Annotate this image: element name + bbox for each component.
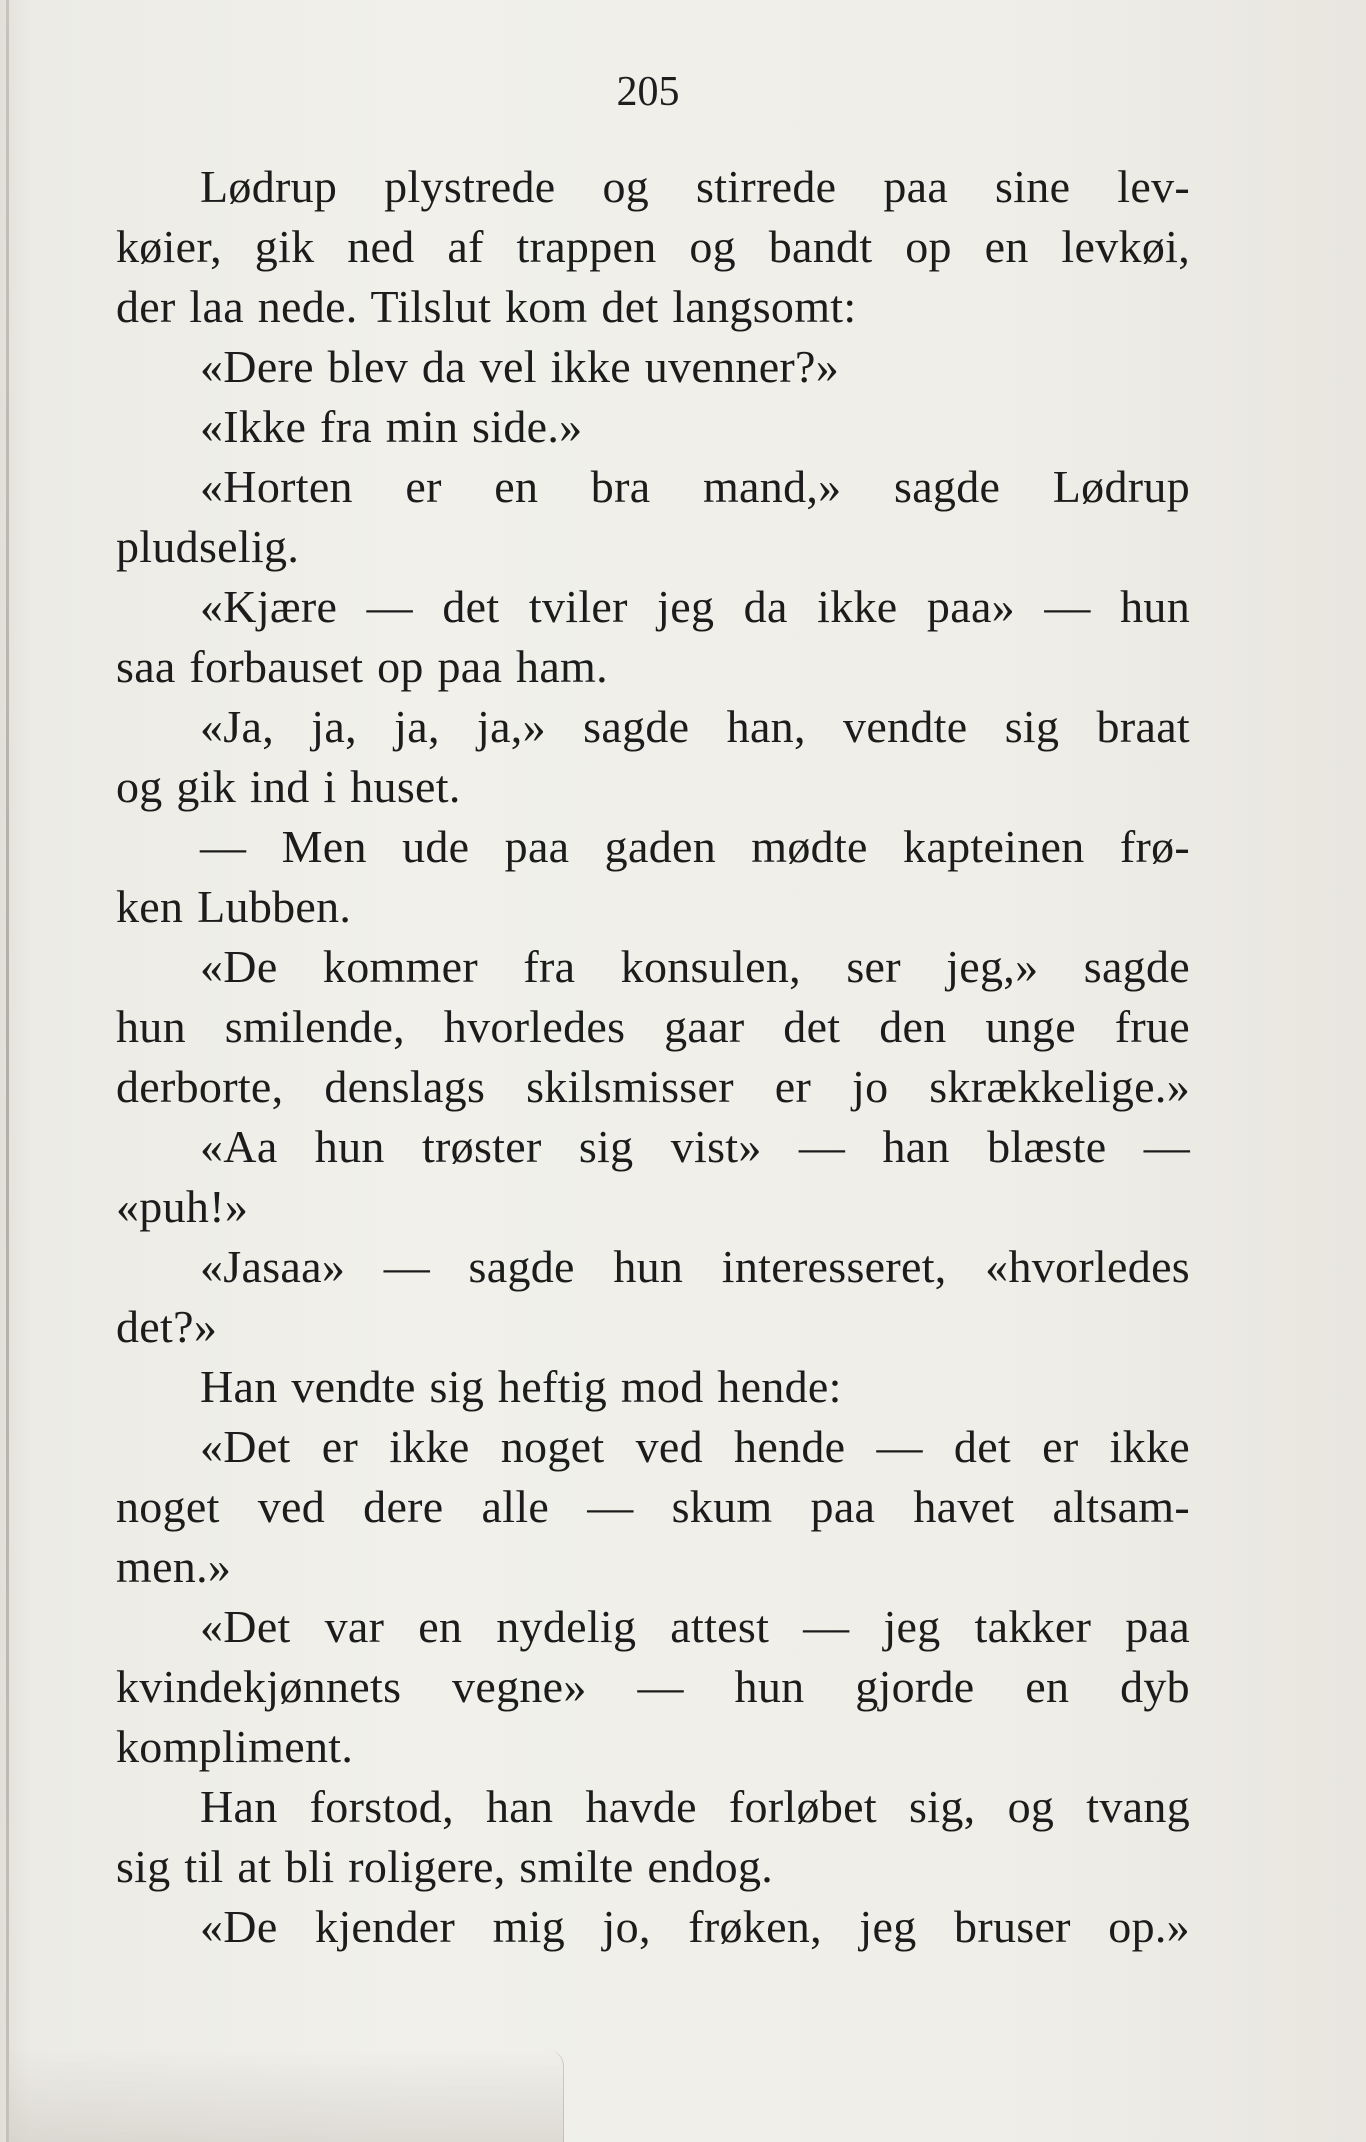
text-line: Han vendte sig heftig mod hende: bbox=[200, 1361, 842, 1412]
text-line: men.» bbox=[116, 1541, 232, 1592]
text-line: «Jasaa» — sagde hun interesseret, «hvorledes bbox=[200, 1241, 1190, 1292]
text-line: «Aa hun trøster sig vist» — han blæste — bbox=[200, 1121, 1190, 1172]
text-line: sig til at bli roligere, smilte endog. bbox=[116, 1841, 774, 1892]
text-line: «De kjender mig jo, frøken, jeg bruser op.» bbox=[200, 1901, 1190, 1952]
text-line: «Kjære — det tviler jeg da ikke paa» — hun bbox=[200, 581, 1190, 632]
text-line: kompliment. bbox=[116, 1721, 354, 1772]
text-line: «De kommer fra konsulen, ser jeg,» sagde bbox=[200, 941, 1190, 992]
text-line: ken Lubben. bbox=[116, 881, 352, 932]
text-line: derborte, denslags skilsmisser er jo skrækkelige.» bbox=[116, 1061, 1190, 1112]
text-line: «Horten er en bra mand,» sagde Lødrup bbox=[200, 461, 1190, 512]
page-number: 205 bbox=[616, 69, 680, 115]
text-line: «Det var en nydelig attest — jeg takker paa bbox=[200, 1601, 1190, 1652]
text-line: Lødrup plystrede og stirrede paa sine lev- bbox=[200, 161, 1190, 212]
text-line: noget ved dere alle — skum paa havet altsam- bbox=[116, 1481, 1190, 1532]
text-line: Han forstod, han havde forløbet sig, og tvang bbox=[200, 1781, 1190, 1832]
text-line: saa forbauset op paa ham. bbox=[116, 641, 608, 692]
text-line: kvindekjønnets vegne» — hun gjorde en dyb bbox=[116, 1661, 1190, 1712]
text-line: der laa nede. Tilslut kom det langsomt: bbox=[116, 281, 857, 332]
text-line: «Dere blev da vel ikke uvenner?» bbox=[200, 341, 840, 392]
scan-shadow bbox=[8, 2050, 564, 2142]
text-line: «Det er ikke noget ved hende — det er ikke bbox=[200, 1421, 1190, 1472]
page-edge bbox=[6, 0, 9, 2142]
text-line: køier, gik ned af trappen og bandt op en levkøi, bbox=[116, 221, 1190, 272]
text-line: hun smilende, hvorledes gaar det den unge frue bbox=[116, 1001, 1190, 1052]
text-line: pludselig. bbox=[116, 521, 300, 572]
text-line: det?» bbox=[116, 1301, 218, 1352]
text-line: «puh!» bbox=[116, 1181, 249, 1232]
text-line: — Men ude paa gaden mødte kapteinen frø- bbox=[200, 821, 1190, 872]
text-line: «Ja, ja, ja, ja,» sagde han, vendte sig braat bbox=[200, 701, 1190, 752]
text-line: og gik ind i huset. bbox=[116, 761, 461, 812]
text-line: «Ikke fra min side.» bbox=[200, 401, 583, 452]
body-text bbox=[116, 157, 1190, 1957]
